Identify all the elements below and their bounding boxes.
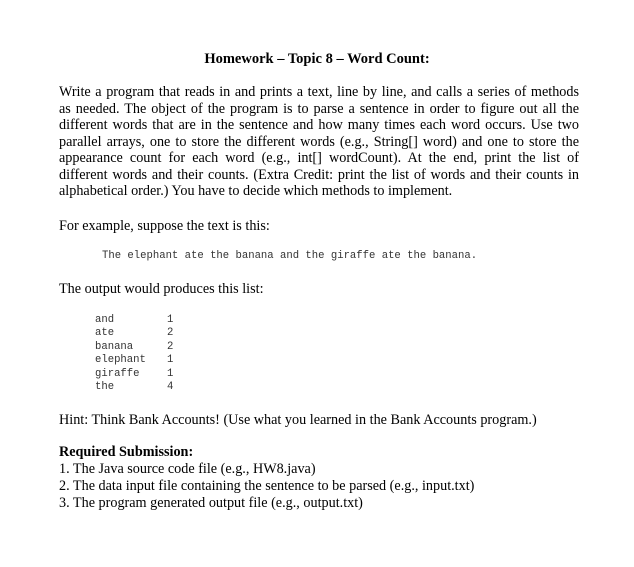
list-item: 1. The Java source code file (e.g., HW8.java) bbox=[59, 461, 316, 477]
intro-line: parallel arrays, one to store the different words (e.g., String[] word) and one to store the bbox=[59, 133, 579, 150]
intro-line: different words and their counts. (Extra Credit: print the list of words and their counts in bbox=[59, 166, 579, 183]
table-row bbox=[95, 368, 187, 381]
table-row bbox=[95, 354, 187, 367]
output-intro: The output would produces this list: bbox=[59, 281, 264, 297]
intro-line: alphabetical order.) You have to decide which methods to implement. bbox=[59, 183, 453, 199]
output-table bbox=[95, 314, 187, 394]
intro-line: appearance count for each word (e.g., int[] wordCount). At the end, print the list of bbox=[59, 150, 579, 166]
page-title: Homework – Topic 8 – Word Count: bbox=[204, 51, 430, 67]
required-heading: Required Submission: bbox=[59, 444, 194, 460]
output-count: 1 bbox=[167, 314, 174, 326]
output-count: 2 bbox=[167, 327, 174, 340]
output-word: ate bbox=[95, 327, 115, 340]
output-count: 1 bbox=[167, 367, 174, 380]
table-row bbox=[95, 327, 187, 340]
hint-text: Hint: Think Bank Accounts! (Use what you learned in the Bank Accounts program.) bbox=[59, 412, 537, 428]
output-word: the bbox=[95, 381, 115, 394]
required-list bbox=[59, 461, 474, 512]
table-row bbox=[95, 314, 187, 327]
table-row bbox=[95, 341, 187, 354]
output-word: banana bbox=[95, 340, 134, 353]
output-word: giraffe bbox=[95, 367, 140, 380]
example-sentence: The elephant ate the banana and the giraffe ate the banana. bbox=[102, 250, 478, 262]
output-count: 4 bbox=[167, 381, 174, 394]
output-count: 2 bbox=[167, 340, 174, 353]
intro-paragraph bbox=[59, 84, 579, 200]
output-word: elephant bbox=[95, 354, 146, 367]
output-word: and bbox=[95, 314, 115, 326]
intro-line: Write a program that reads in and prints a text, line by line, and calls a series of methods bbox=[59, 84, 579, 100]
intro-line: as needed. The object of the program is to parse a sentence in order to figure out all the bbox=[59, 100, 579, 117]
list-item: 2. The data input file containing the sentence to be parsed (e.g., input.txt) bbox=[59, 478, 475, 494]
list-item: 3. The program generated output file (e.g., output.txt) bbox=[59, 495, 363, 511]
example-intro: For example, suppose the text is this: bbox=[59, 218, 270, 234]
intro-line: different words that are in the sentence and how many times each word occurs. Use two bbox=[59, 117, 579, 133]
output-count: 1 bbox=[167, 354, 174, 367]
table-row bbox=[95, 381, 187, 394]
